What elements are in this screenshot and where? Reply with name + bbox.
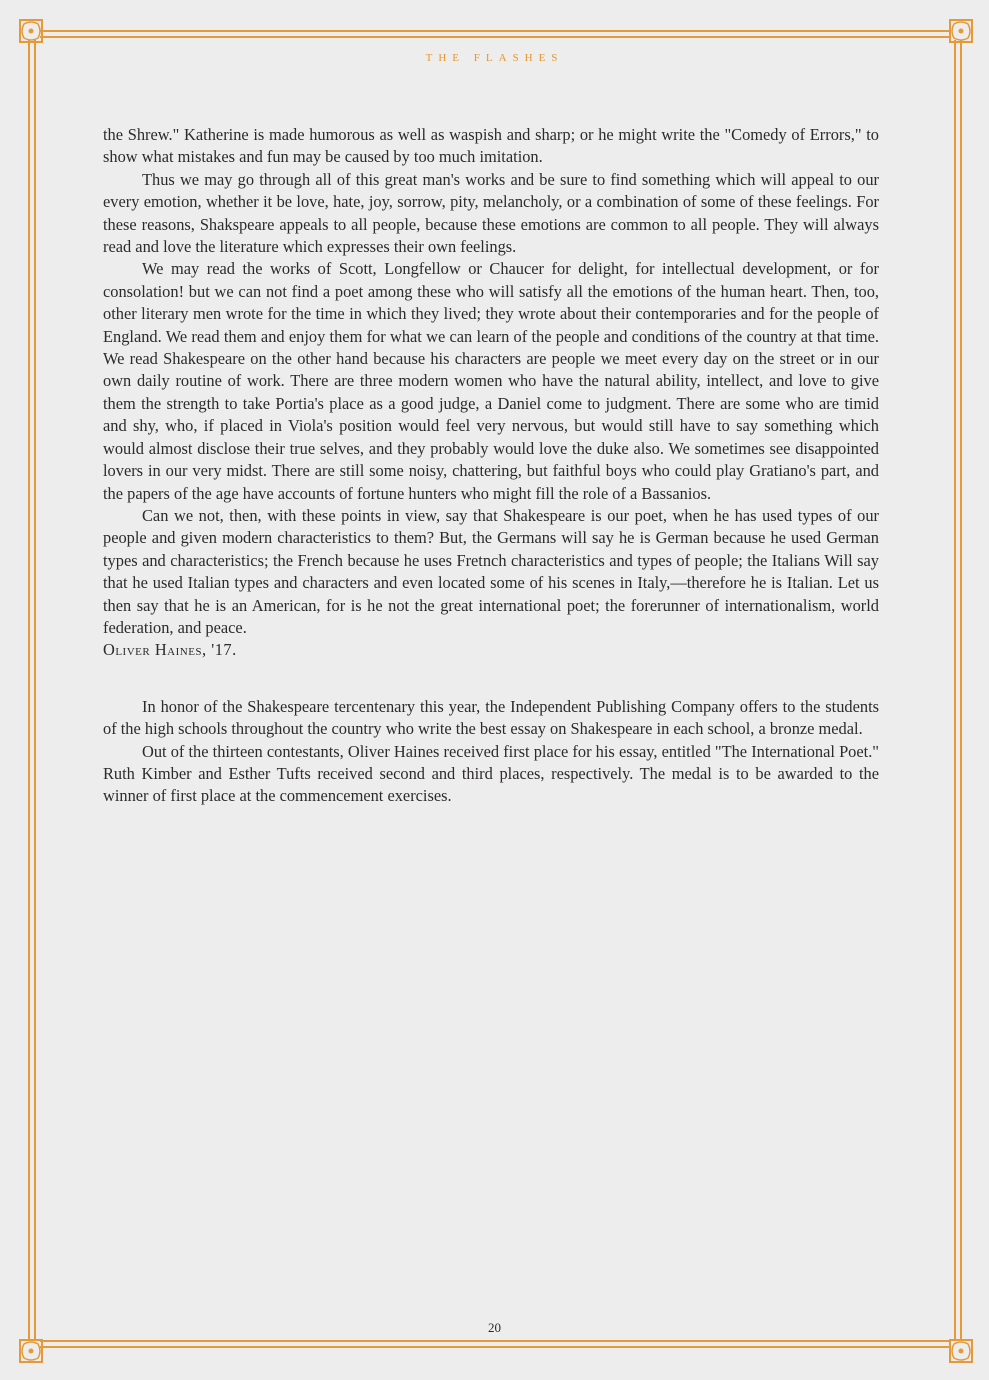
essay-paragraph: the Shrew." Katherine is made humorous as well as waspish and sharp; or he might write the "Comedy of Errors," to show what mistakes and fun may be caused by too much imitation. [103,125,879,167]
page-number: 20 [488,1320,501,1335]
essay-paragraph: We may read the works of Scott, Longfellow or Chaucer for delight, for intellectual development, or for consolation! but we can not find a poet among these who will satisfy all the emotions of the human heart. Then, too, other literary men wrote for the time in which they lived; they wrote about their contemporaries and for the people of England. We read them and enjoy them for what we can learn of the people and conditions of the country at that time. We read Shakespeare on the other hand because his characters are people we meet every day on the street or in our own daily routine of work. There are three modern women who have the natural ability, intellect, and love to give them the strength to take Portia's place as a good judge, a Daniel come to judgment. There are some who are timid and shy, who, if placed in Viola's position would feel very nervous, but would still have to say something which would almost disclose their true selves, and they probably would love the duke also. We sometimes see disappointed lovers in our very midst. There are still some noisy, chattering, but faithful boys who could play Gratiano's part, and the papers of the age have accounts of fortune hunters who might fill the role of a Bassanios. [103,259,879,503]
corner-ornament-icon [948,18,974,44]
right-border [954,40,962,1340]
essay-section [103,124,879,662]
page-content [103,124,879,808]
announcement-section [103,696,879,808]
essay-paragraph: Thus we may go through all of this great man's works and be sure to find something which will appeal to our every emotion, whether it be love, hate, joy, sorrow, pity, melancholy, or a combination of some of these feelings. For these reasons, Shakspeare appeals to all people, because these emotions are common to all people. They will always read and love the literature which expresses their own feelings. [103,169,879,257]
announcement-paragraph: In honor of the Shakespeare tercentenary this year, the Independent Publishing Company offers to the students of the high schools throughout the country who write the best essay on Shakespeare in each school, a bronze medal. [103,696,879,739]
announcement-paragraph: Out of the thirteen contestants, Oliver Haines received first place for his essay, entitled "The International Poet." Ruth Kimber and Esther Tufts received second and third places, respectively. The medal is to be awarded to the winner of first place at the commencement exercises. [103,741,879,806]
running-head: THE FLASHES [425,52,564,64]
essay-paragraph: Can we not, then, with these points in view, say that Shakespeare is our poet, when he has used types of our people and given modern characteristics to them? But, the Germans will say he is German because he used German types and characteristics; the French because he uses Fretnch characteristics and types of people; the Italians Will say that he used Italian types and characters and even located some of his scenes in Italy,—therefore he is Italian. Let us then say that he is an American, for is he not the great international poet; the forerunner of internationalism, world federation, and peace. [103,505,879,637]
bottom-border [40,1340,951,1348]
author-signature: Oliver Haines, '17. [103,640,237,660]
corner-ornament-icon [948,1338,974,1364]
corner-ornament-icon [18,18,44,44]
left-border [28,40,36,1340]
top-border [40,30,951,38]
corner-ornament-icon [18,1338,44,1364]
